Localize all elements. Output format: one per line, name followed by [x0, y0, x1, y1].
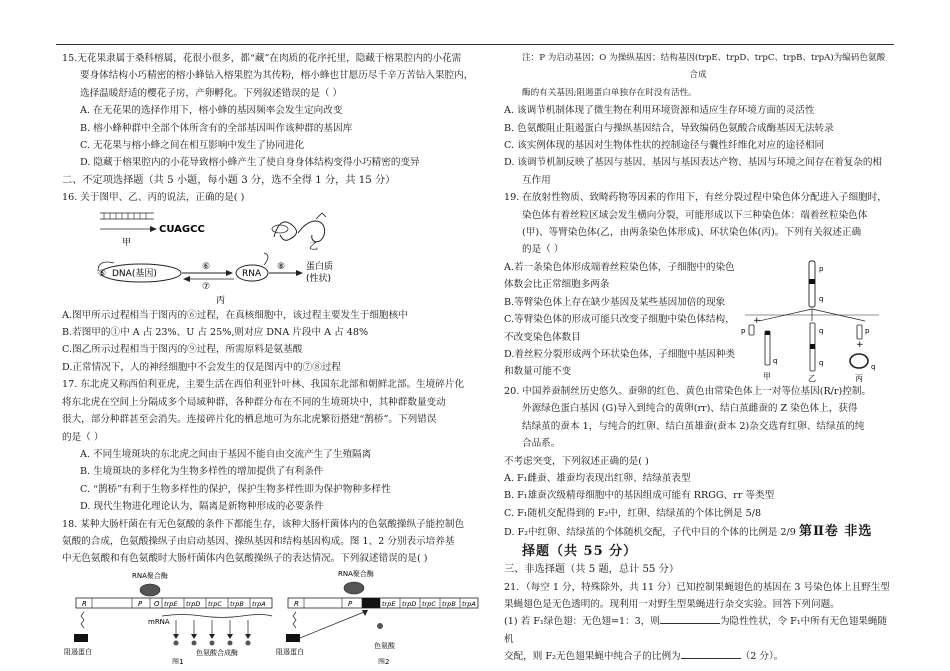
figure-jia [100, 213, 205, 248]
q16-option-d: D.正常情况下，人的神经细胞中不会发生的仅是图丙中的⑦⑧过程 [62, 361, 342, 373]
q17-option-a: A. 不同生境斑块的东北虎之间由于基因不能自由交流产生了生殖隔离 [80, 448, 372, 460]
trait-label: (性状) [306, 273, 332, 284]
left-column [62, 50, 480, 664]
q16-option-b: B.若图甲的①中 A 占 23%、U 占 25%,则对应 DNA 片段中 A 占 48% [62, 327, 369, 339]
q16-stem: 16. 关于图甲、乙、丙的说法，正确的是( ) [62, 192, 245, 204]
fig1-caption: 图1 [172, 657, 184, 664]
q18-note-2: 合成 [689, 70, 707, 81]
fig1-rnap-label: RNA聚合酶 [132, 571, 168, 580]
fig2-trpB: trpB [442, 599, 456, 608]
label-jia: 甲 [763, 371, 771, 381]
q20-stem-2: 外源绿色蛋白基因 (G)导入到纯合的黄卵(rr)、结白茧雌蚕的 Z 染色体上，获得 [522, 403, 858, 415]
fig2-r: R [294, 599, 299, 608]
fig2-trpE: trpE [382, 599, 396, 608]
header-rule [56, 44, 894, 45]
right-column [504, 50, 892, 666]
q19-stem-1: 19. 在放射性物质、致畸药物等因素的作用下，有丝分裂过程中染色体分配进入子细胞时， [504, 192, 887, 204]
bing-p: p [865, 326, 870, 335]
top-p: p [819, 264, 824, 273]
q17-option-c: C. “鹊桥”有利于生物多样性的保护，保护生物多样性即为保护物种多样性 [80, 483, 391, 495]
n5-label: ⑤ [98, 268, 107, 279]
fig2-caption: 图2 [378, 657, 390, 664]
q18-stem-2: 氨酸的合成，色氨酸操纵子由启动基因、操纵基因和结构基因构成。图 1、2 分别表示培养基 [62, 535, 455, 547]
section-3-heading: 三、非选择题（共 5 题，总计 55 分） [504, 564, 680, 576]
label-bing: 丙 [855, 373, 863, 383]
q19-option-c: C.等臂染色体的形成可能只改变子细胞中染色体结构， [504, 314, 735, 326]
fig2-trpA: trpA [462, 599, 476, 608]
operon-figure-2 [276, 569, 478, 664]
q17-stem-2: 将东北虎在空间上分隔成多个局域种群，各种群分布在不同的生境斑块中，其种群数量变动 [62, 396, 446, 408]
q19-option-c-cont: 不改变染色体数目 [504, 331, 581, 343]
q18-stem-1: 18. 某种大肠杆菌在有无色氨酸的条件下都能生存，该种大肠杆菌体内的色氨酸操纵子能控制色 [62, 518, 465, 530]
n7-label: ⑦ [202, 281, 211, 292]
q19-stem-2: 染色体有着丝粒区域会发生横向分裂，可能形成以下三种染色体：端着丝粒染色体 [522, 209, 868, 221]
fig1-o: O [154, 599, 160, 608]
jia-p: p [741, 326, 746, 335]
section-2-heading: 二、不定项选择题（共 5 小题，每小题 3 分，选不全得 1 分，共 15 分） [62, 174, 396, 186]
fig1-mrna-label: mRNA [148, 617, 170, 626]
q17-stem-4: 的是（ ） [62, 431, 104, 443]
q20-stem-4: 合品系。 [522, 438, 561, 450]
label-bing: 丙 [216, 295, 226, 306]
rna-label: RNA [242, 268, 262, 279]
q15-option-a: A. 在无花果的选择作用下，榕小蜂的基因频率会发生定向改变 [80, 105, 343, 117]
codon-label: CUAGCC [159, 223, 205, 235]
fig1-enzyme-label: 色氨酸合成酶 [196, 648, 238, 657]
q15-option-c: C. 无花果与榕小蜂之间在相互影响中发生了协同进化 [80, 140, 305, 152]
q18-note-1: 注：P 为启动基因；O 为操纵基因；结构基因(trpE、trpD、trpC、trpB、trpA)为编码色氨酸 [522, 53, 886, 63]
fig2-repressor-label: 阻遏蛋白 [276, 647, 304, 656]
q21-line-3 [504, 613, 892, 648]
dna-label: DNA(基因) [112, 268, 157, 279]
q15-option-b: B. 榕小蜂种群中全部个体所含有的全部基因叫作该种群的基因库 [80, 122, 353, 134]
figure-yi [272, 213, 326, 252]
q19-stem-4: 的是（ ） [522, 244, 564, 256]
q19-option-a: A.若一条染色体形成端着丝粒染色体，子细胞中的染色 [504, 261, 735, 273]
q17-option-b: B. 生境斑块的多样化为生物多样性的增加提供了有利条件 [80, 466, 324, 478]
question-21 [504, 579, 892, 666]
q20-option-a: A. F₁雌蚕、雄蚕均表现出红卵、结绿茧表型 [504, 472, 691, 484]
n8-label: ⑧ [277, 261, 286, 272]
q15-stem-1: 15.无花果隶属于桑科榕属，花很小很多，都“藏”在肉质的花序托里，隐藏于榕果腔内的小花需 [62, 53, 462, 64]
question-19 [504, 189, 892, 383]
q21-line-4a: 交配，则 F₂无色翅果蝇中纯合子的比例为 [504, 651, 681, 663]
q15-stem-2: 要身体结构小巧精密的榕小蜂钻入榕果腔为其传粉，榕小蜂也甘愿历尽千辛万苦钻入果腔内， [80, 70, 474, 82]
operon-figure-1 [64, 571, 272, 664]
q20-stem-3: 结绿茧的蚕本 1，与纯合的红卵、结白茧雄蚕(蚕本 2)杂交选育红卵、结绿茧的纯 [522, 420, 865, 432]
top-q: q [819, 294, 824, 303]
question-16 [62, 189, 480, 376]
fig1-repressor-label: 阻遏蛋白 [64, 647, 92, 656]
q18-option-c: C. 该实例体现的基因对生物体性状的控制途径与囊性纤维化对应的途径相同 [504, 140, 825, 152]
q19-option-d-cont: 和数量可能不变 [504, 366, 572, 378]
fig1-trpC: trpC [208, 599, 222, 608]
q16-figure [62, 207, 480, 307]
n6-label: ⑥ [202, 261, 211, 272]
yi-q2: q [819, 358, 824, 367]
q21-line-2: 果蝇翅色是无色透明的。现利用一对野生型果蝇进行杂交实验。回答下列问题。 [504, 598, 840, 610]
fig1-p: P [138, 599, 143, 608]
question-17 [62, 376, 480, 515]
fig1-r: R [82, 599, 87, 608]
answer-blank-1[interactable] [660, 613, 720, 624]
q21-line-4 [504, 648, 892, 665]
q20-option-b: B. F₁雄蚕次级精母细胞中的基因组成可能有 RRGG、rr 等类型 [504, 490, 775, 502]
q21-line-3b: 为隐性性状，令 F₁中所有无色翅果蝇随机 [504, 616, 888, 645]
fig1-trpE: trpE [164, 599, 178, 608]
q20-option-c: C. F₁随机交配得到的 F₂中，红卵、结绿茧的个体比例是 5/8 [504, 507, 762, 519]
q21-line-1: 21．（每空 1 分，特殊除外，共 11 分）已知控制果蝇翅色的基因在 3 号染色体上且野生型 [504, 581, 890, 593]
q19-stem-3: (甲)、等臂染色体(乙，由两条染色体形成)、环状染色体(丙)。下列有关叙述正确 [522, 227, 862, 239]
fig2-rnap-label: RNA聚合酶 [338, 569, 374, 578]
q15-option-d: D. 隐藏于榕果腔内的小花导致榕小蜂产生了使自身身体结构变得小巧精密的变异 [80, 157, 420, 169]
q20-note: 不考虑突变，下列叙述正确的是( ) [504, 455, 649, 467]
jia-plus: + [753, 315, 761, 326]
q17-option-d: D. 现代生物进化理论认为，隔离是新物种形成的必要条件 [80, 501, 324, 513]
fig1-trpB: trpB [230, 599, 244, 608]
fig1-trpD: trpD [186, 599, 201, 608]
q15-stem-3: 选择温暖舒适的樱花子房，产卵孵化。下列叙述错误的是（ ） [80, 87, 343, 99]
q18-option-a: A. 该调节机制体现了微生物在利用环境资源和适应生存环境方面的灵活性 [504, 105, 815, 117]
q19-chromosome-figure [739, 259, 889, 383]
q18-option-d: D. 该调节机制反映了基因与基因、基因与基因表达产物、基因与环境之间存在着复杂的相 [504, 157, 883, 169]
q21-line-4b: （2 分）。 [740, 651, 784, 663]
q21-line-3a: (1) 若 F₁绿色翅：无色翅=1：3，则 [504, 616, 660, 628]
q18-option-d-cont: 互作用 [522, 174, 551, 186]
jia-q: q [773, 356, 778, 365]
bing-plus: + [856, 339, 864, 350]
q16-option-a: A.图甲所示过程相当于图丙的⑥过程，在真核细胞中，该过程主要发生于细胞核中 [62, 309, 408, 321]
fig1-trpA: trpA [252, 599, 266, 608]
q18-figure [62, 568, 480, 664]
protein-label: 蛋白质 [306, 261, 334, 272]
answer-blank-2[interactable] [681, 648, 741, 659]
q17-stem-1: 17. 东北虎又称西伯利亚虎，主要生活在西伯利亚针叶林、我国东北部和朝鲜北部。生境碎片化 [62, 379, 465, 391]
label-jia: 甲 [122, 237, 132, 248]
part2-title-a: 第Ⅱ卷 非选 [798, 524, 873, 540]
q18-note-3: 酶的有关基因;阻遏蛋白单独存在时没有活性。 [522, 87, 697, 98]
fig2-trp-label: 色氨酸 [374, 641, 395, 650]
q18-stem-3: 中无色氨酸和有色氨酸时大肠杆菌体内色氨酸操纵子的表达情况。下列叙述错误的是( ) [62, 553, 428, 565]
q19-option-a-cont: 体数会比正常细胞多两条 [504, 279, 610, 291]
question-20 [504, 383, 892, 561]
q17-stem-3: 很大，部分种群甚至会消失。连接碎片化的栖息地可为东北虎繁衍搭建“鹊桥”。下列错误 [62, 414, 437, 426]
label-yi: 乙 [808, 373, 816, 383]
q20-option-d: D. F₂中红卵、结绿茧的个体随机交配，子代中目的个体的比例是 2/9 [504, 527, 796, 539]
q19-option-b: B.等臂染色体上存在缺少基因及某些基因加倍的现象 [504, 296, 726, 308]
q19-options [504, 259, 739, 383]
q19-body [504, 259, 892, 383]
question-15 [62, 50, 480, 172]
q16-option-c: C.图乙所示过程相当于图丙的⑨过程，所需原料是氨基酸 [62, 344, 303, 356]
q20-stem-1: 20. 中国养蚕制丝历史悠久。蚕卵的红色、黄色由常染色体上一对等位基因(R/r)控制。 [504, 385, 872, 397]
q20-option-d-line [504, 522, 892, 542]
label-yi: 乙 [309, 241, 319, 252]
q19-option-d: D.着丝粒分裂形成两个环状染色体，子细胞中基因种类 [504, 348, 736, 360]
question-18 [62, 516, 480, 664]
q18-option-b: B. 色氨酸阻止阻遏蛋白与操纵基因结合，导致编码色氨酸合成酶基因无法转录 [504, 122, 834, 134]
part2-title-b: 择题（共 55 分） [522, 544, 638, 560]
bing-q: q [871, 362, 876, 371]
yi-q1: q [819, 326, 824, 335]
fig2-trpD: trpD [402, 599, 417, 608]
figure-bing [98, 253, 333, 306]
fig2-p: P [348, 599, 353, 608]
fig2-trpC: trpC [422, 599, 436, 608]
